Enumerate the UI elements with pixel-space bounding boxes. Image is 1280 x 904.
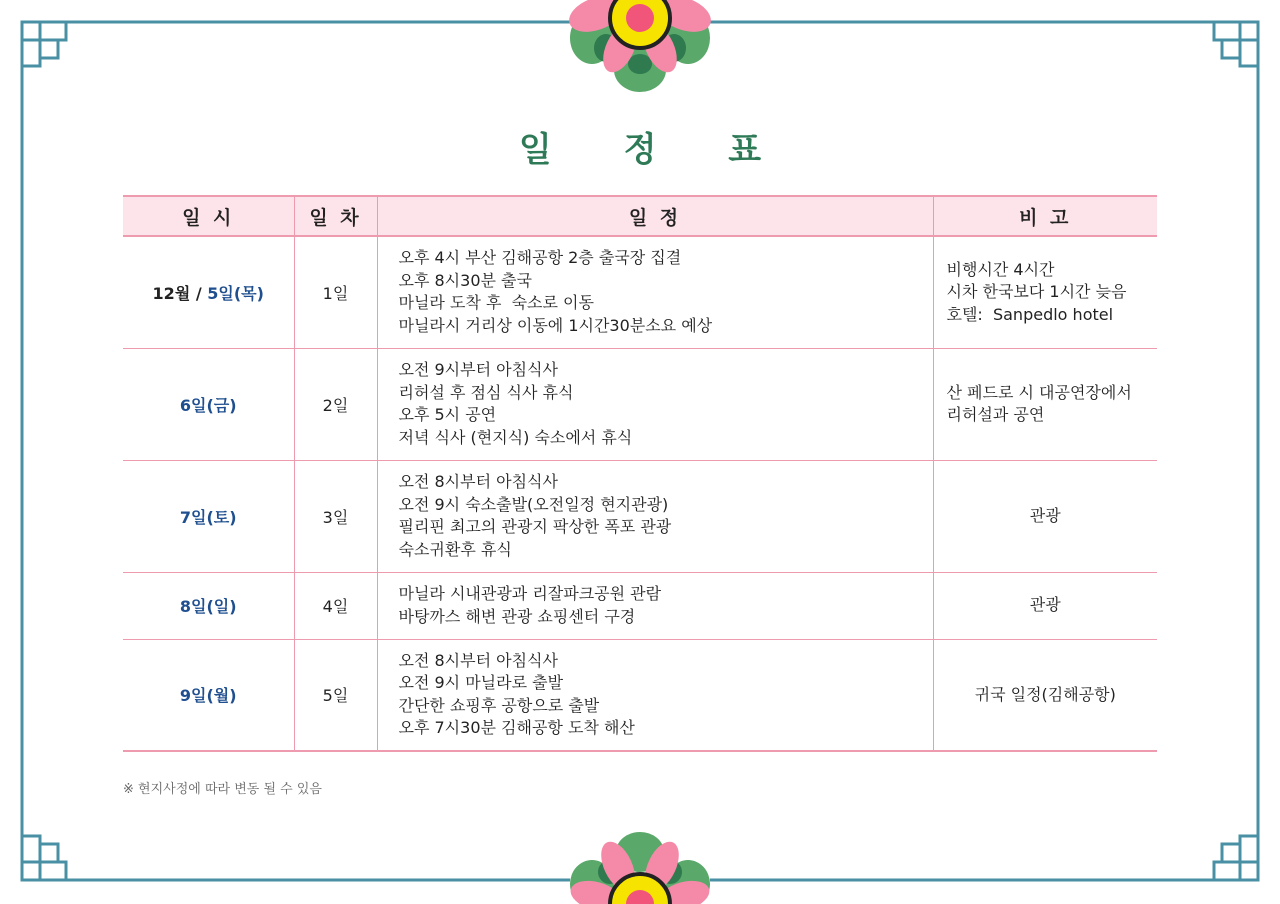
schedule-line: 오후 4시 부산 김해공항 2층 출국장 집결 xyxy=(398,248,682,268)
schedule-line: 오전 8시부터 아침식사 xyxy=(398,472,558,491)
table-row xyxy=(123,348,1157,460)
note-line: 비행시간 4시간 xyxy=(946,259,1055,279)
schedule-line: 오전 9시부터 아침식사 xyxy=(398,360,558,379)
schedule-line: 오전 8시부터 아침식사 xyxy=(398,650,558,670)
schedule-cell xyxy=(377,572,933,639)
schedule-line: 오후 7시30분 김해공항 도착 해산 xyxy=(398,718,635,738)
day-cell: 5일 xyxy=(294,639,377,751)
schedule-line: 필리핀 최고의 관광지 팍상한 폭포 관광 xyxy=(398,517,672,536)
header-date: 일 시 xyxy=(123,196,294,236)
date-day: 8일(일) xyxy=(179,597,237,616)
schedule-cell xyxy=(377,460,933,572)
schedule-line: 간단한 쇼핑후 공항으로 출발 xyxy=(398,695,600,715)
notes-cell xyxy=(933,348,1157,460)
page-title: 일 정 표 xyxy=(518,130,792,170)
note-line: 관광 xyxy=(1029,595,1061,615)
date-cell xyxy=(123,572,294,639)
header-day: 일 차 xyxy=(294,196,377,236)
schedule-cell xyxy=(377,639,933,751)
note-line: 호텔: Sanpedlo hotel xyxy=(946,304,1114,324)
schedule-line: 오전 9시 숙소출발(오전일정 현지관광) xyxy=(398,494,669,514)
day-cell: 1일 xyxy=(294,236,377,348)
table-row xyxy=(123,639,1157,751)
footnote: ※ 현지사정에 따라 변동 될 수 있음 xyxy=(123,782,322,797)
corner-ornament-bl xyxy=(22,836,66,880)
schedule-line: 마닐라시 거리상 이동에 1시간30분소요 예상 xyxy=(398,315,713,335)
table-row xyxy=(123,572,1157,639)
corner-ornament-tl xyxy=(22,22,66,66)
date-day: 7일(토) xyxy=(179,507,237,527)
date-day: 6일(금) xyxy=(179,395,237,415)
schedule-cell xyxy=(377,348,933,460)
date-cell xyxy=(123,639,294,751)
date-cell xyxy=(123,236,294,348)
notes-cell xyxy=(933,460,1157,572)
table-header-row xyxy=(123,196,1157,236)
day-cell: 3일 xyxy=(294,460,377,572)
schedule-table xyxy=(123,195,1157,752)
notes-cell xyxy=(933,639,1157,751)
schedule-line: 숙소귀환후 휴식 xyxy=(398,539,512,559)
schedule-line: 저녁 식사 (현지식) 숙소에서 휴식 xyxy=(398,427,633,447)
corner-ornament-br xyxy=(1214,836,1258,880)
schedule-line: 오후 5시 공연 xyxy=(398,405,497,424)
schedule-line: 마닐라 도착 후 숙소로 이동 xyxy=(398,293,594,313)
corner-ornament-tr xyxy=(1214,22,1258,66)
flower-ornament-top xyxy=(564,0,716,92)
note-line: 귀국 일정(김해공항) xyxy=(974,684,1116,704)
date-cell xyxy=(123,460,294,572)
note-line: 리허설과 공연 xyxy=(946,405,1045,424)
note-line: 산 페드로 시 대공연장에서 xyxy=(946,382,1132,402)
schedule-cell xyxy=(377,236,933,348)
notes-cell xyxy=(933,572,1157,639)
notes-cell xyxy=(933,236,1157,348)
table-row xyxy=(123,460,1157,572)
date-day: 5일(목) xyxy=(207,283,264,303)
table-row xyxy=(123,236,1157,348)
date-day: 9일(월) xyxy=(179,686,237,706)
header-notes: 비 고 xyxy=(933,196,1157,236)
date-cell xyxy=(123,348,294,460)
note-line: 시차 한국보다 1시간 늦음 xyxy=(946,282,1127,301)
note-line: 관광 xyxy=(1029,505,1061,525)
header-schedule: 일 정 xyxy=(377,196,933,236)
schedule-line: 오후 8시30분 출국 xyxy=(398,270,532,290)
date-month: 12월 / xyxy=(152,283,208,303)
day-cell: 2일 xyxy=(294,348,377,460)
day-cell: 4일 xyxy=(294,572,377,639)
schedule-line: 마닐라 시내관광과 리잘파크공원 관람 xyxy=(398,584,662,603)
schedule-line: 오전 9시 마닐라로 출발 xyxy=(398,673,564,693)
schedule-line: 리허설 후 점심 식사 휴식 xyxy=(398,382,574,402)
flower-ornament-bottom xyxy=(567,832,712,904)
schedule-line: 바탕까스 해변 관광 쇼핑센터 구경 xyxy=(398,606,636,626)
